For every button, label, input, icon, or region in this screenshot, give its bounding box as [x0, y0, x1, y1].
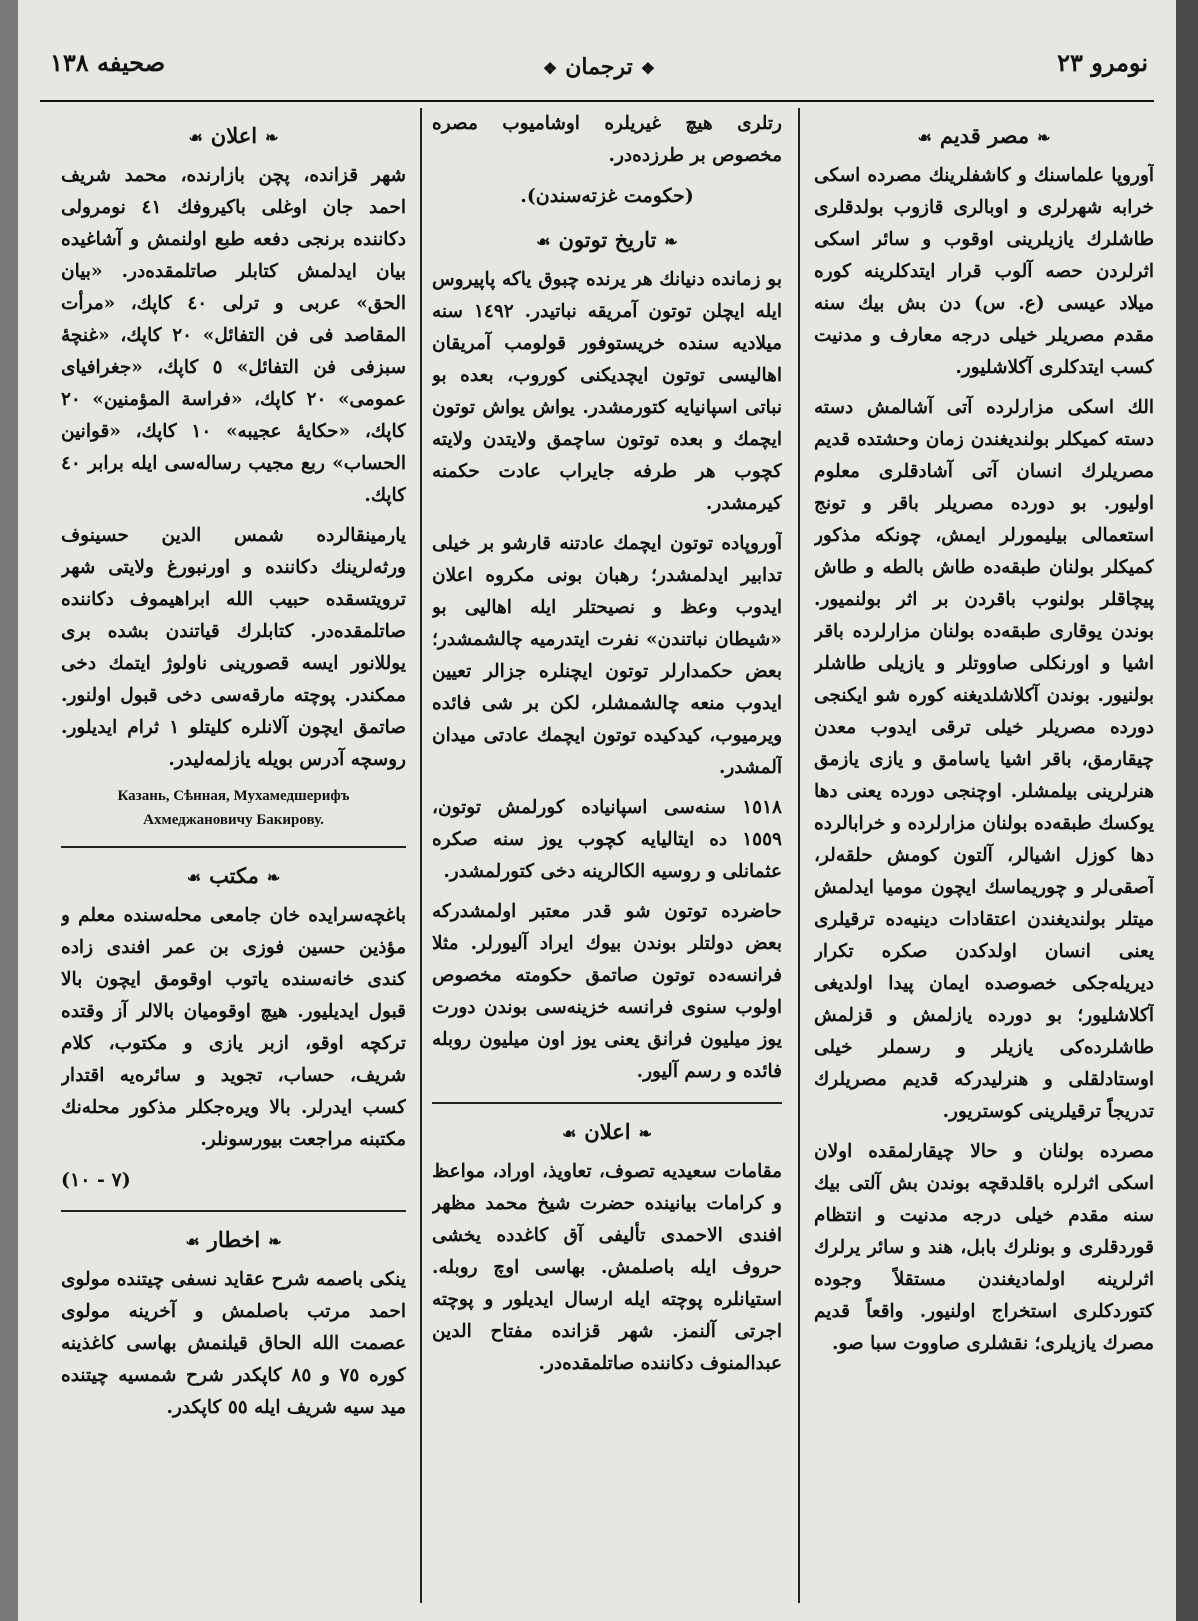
section-title-text: اعلان — [584, 1119, 631, 1144]
ornament-icon: ❧ — [1037, 128, 1051, 147]
newspaper-title — [40, 54, 1158, 80]
ornament-icon: ☙ — [188, 128, 203, 147]
article-paragraph: ينكى باصمه شرح عقايد نسفى چيتنده مولوى احمد مرتب باصلمش و آخرينه مولوى عصمت الله الحاق قيلنمش بهاسى كاغذينه كوره ٧٥ و ٨٥ كاپكدر شرح شمسيه چيتنده ميد سيه شريف ايله ٥٥ كاپكدر. — [61, 1269, 406, 1418]
article-paragraph: مقامات سعيديه تصوف، تعاويذ، اوراد، مواعظ و كرامات بيانينده حضرت شيخ محمد مظهر افندى الاحمدى تأليفى آق كاغدده يخشى حروف ايله باصلمش. بهاسى اوچ روبله. استيانلره پوچته ايله ارسال ايديلور و پوچته اجرتى آلنمز. شهر قزانده مفتاح الدين عبدالمنوف دكاننده صاتلمقده‌در. — [432, 1161, 782, 1374]
ad-number: (٧ - ١٠) — [61, 1169, 131, 1191]
ornament-icon: ❧ — [638, 1124, 653, 1143]
ornament-icon: ☙ — [536, 232, 551, 251]
column-divider — [798, 108, 800, 1603]
ornament-icon: ☙ — [917, 128, 932, 147]
ornament-icon: ❧ — [268, 1232, 282, 1251]
section-title-tobacco-history — [432, 224, 782, 258]
section-title-text: اخطار — [207, 1227, 261, 1252]
ornament-icon: ❧ — [266, 868, 281, 887]
section-rule — [61, 846, 406, 848]
russian-address: Казань, Сѣнная, Мухамедшерифъ Ахмеджановичу Бакирову. — [117, 788, 350, 828]
section-title-text: مكتب — [209, 863, 259, 888]
section-rule — [432, 1102, 782, 1104]
header-rule — [40, 100, 1154, 102]
section-title-announcement — [432, 1116, 782, 1150]
column-divider — [420, 108, 422, 1603]
section-title-announcement — [61, 120, 406, 154]
newspaper-title-text: ترجمان — [565, 54, 633, 80]
scan-edge-right — [1176, 0, 1198, 1621]
article-paragraph: آوروپاده توتون ايچمك عادتنه قارشو بر خيلى تدابير ايدلمشدر؛ رهبان بونى مكروه اعلان ايدوب وعظ و نصيحتلر ايله اهاليى بو «شيطان نباتندن» نفرت ايتدرميه چالشمشدر؛ بعض حكمدارلر توتون ايچنلره جزالر تعيين ايدوب منعه چالشمشلر، لكن بر شى فائده ويرميوب، كيدكيده توتون ايچمك عادتى ميدان آلمشدر. — [432, 533, 782, 778]
article-paragraph: رتلرى هيچ غيريلره اوشاميوب مصره مخصوص بر طرزده‌در. — [432, 113, 782, 166]
ornament-icon: ☙ — [185, 1232, 200, 1251]
ornament-icon: ❧ — [664, 232, 678, 251]
article-paragraph: آوروپا علماسنك و كاشفلرينك مصرده اسكى خرابه شهرلرى و اوبالرى قازوب بولدقلرى طاشلرك يازيلرينى اوقوب و سائر اسكى اثرلردن حصه آلوب قرار ايتدكلرينه كوره ميلاد عيسى (ع. س) دن بش بيك سنه مقدم مصريلر خيلى درجه معارف و مدنيت كسب ايتدكلرى آكلاشليور. — [814, 165, 1154, 378]
section-title-text: مصر قديم — [939, 123, 1030, 148]
ornament-icon: ❖ — [542, 59, 558, 78]
column-middle — [432, 108, 782, 1603]
section-title-notice — [61, 1224, 406, 1258]
ornament-icon: ☙ — [186, 868, 202, 887]
section-title-school — [61, 860, 406, 894]
section-rule — [61, 1210, 406, 1212]
ornament-icon: ❧ — [265, 128, 279, 147]
scan-edge-left — [0, 0, 18, 1621]
page-number: صحيفه ١٣٨ — [50, 48, 166, 77]
article-paragraph: ١٥١٨ سنه‌سى اسپانياده كورلمش توتون، ١٥٥٩ ده ايتاليايه كچوب يوز سنه صكره عثمانلى و روسيه الكالرينه دخى كتورلمشدر. — [432, 797, 782, 882]
ornament-icon: ❖ — [640, 59, 656, 78]
ornament-icon: ☙ — [561, 1124, 577, 1143]
section-title-ancient-egypt — [814, 120, 1154, 154]
column-right — [814, 108, 1154, 1603]
article-paragraph: باغچه‌سرايده خان جامعى محله‌سنده معلم و مؤذين حسين فوزى بن عمر افندى زاده كندى خانه‌سنده ياتوب اوقومق ايچون بالا قبول ايديليور. هيچ اوقوميان بالالر آز وقتده تركچه اوقو، ازبر يازى و مكتوب، كلام شريف، حساب، تجويد و سائره‌يه اقتدار كسب ايدرلر. بالا ويره‌جكلر مذكور محله‌نك مكتبنه مراجعت بيورسونلر. — [61, 905, 406, 1150]
page-header — [40, 40, 1158, 95]
column-left — [61, 108, 406, 1603]
article-paragraph: مصرده بولنان و حالا چيقارلمقده اولان اسكى اثرلره باقلدقچه بوندن بش آلتى بيك سنه مقدم خيلى درجه مدنيت و انتظام قوردقلرى و بونلرك بابل، هند و سائر يرلرك اثرلرينه اولماديغندن مستقلاً وجوده كتوردكلرى استخراج اولنيور. واقعاً قديم مصرك يازيلرى؛ نقشلرى صاووت سبا صو. — [814, 1141, 1154, 1354]
issue-number: نومرو ٢٣ — [1057, 48, 1148, 77]
article-paragraph: بو زمانده دنيانك هر يرنده چبوق ياكه پاپيروس ايله ايچلن توتون آمريقه نباتيدر. ١٤٩٢ سنه ميلاديه سنده خريستوفور قولومب آمريقان اهاليسى توتون ايچديكنى كوروب، بعده بو نباتى اسپانيايه كتورمشدر. يواش يواش توتون ايچمك و بعده توتون ساچمق ولايتدن ولايته كچوب هر طرفه جايراب عادت حكمنه كيرمشدر. — [432, 269, 782, 514]
article-paragraph: شهر قزانده، پچن بازارنده، محمد شريف احمد جان اوغلى باكيروفك ٤١ نومرولى دكاننده برنجى دفعه طبع اولنمش و آشاغيده بيان ايدلمش كتابلر صاتلمقده‌در. «بيان الحق» عربى و ترلى ٤٠ كاپك، «مرأت المقاصد فى فن التفائل» ٢٠ كاپك، «غنچهٔ سبزفى فن التفائل» ٥ كاپك، «جغرافياى عمومى» ٢٠ كاپك، «فراسة المؤمنين» ٢٠ كاپك، «حكايهٔ عجيبه» ١٠ كاپك، «قوانين الحساب» ربع مجيب رساله‌سى ايله برابر ٤٠ كاپك. — [61, 165, 406, 506]
article-source: (حكومت غزته‌سندن). — [520, 185, 694, 207]
section-title-text: تاريخ توتون — [558, 227, 657, 252]
section-title-text: اعلان — [210, 123, 258, 148]
article-paragraph: يارمينقالرده شمس الدين حسينوف ورثه‌لرينك دكاننده و اورنبورغ ولايتى شهر ترويتسقده حبيب الله ابراهيموف دكاننده صاتلمقده‌در. كتابلرك قياتندن بشده برى يوللانور ايسه قصورينى ناولوژ ايتمك دخى ممكندر. پوچته مارقه‌سى دخى قبول اولنور. صاتمق ايچون آلانلره كليتلو ١ ثرام ايديلور. روسچه آدرس بويله يازلمه‌ليدر. — [61, 525, 406, 770]
article-paragraph: حاضرده توتون شو قدر معتبر اولمشدركه بعض دولتلر بوندن بيوك ايراد آليورلر. مثلا فرانسه‌ده توتون صاتمق حكومته مخصوص اولوب سنوى فرانسه خزينه‌سى بوندن دورت يوز ميليون فرانق يعنى يوز اون ميليون روبله فائده و رسم آليور. — [432, 901, 782, 1082]
article-paragraph: الك اسكى مزارلرده آتى آشالمش دسته دسته كميكلر بولنديغندن زمان وحشتده قديم مصريلرك انسان آتى آشادقلرى معلوم اوليور. بو دورده مصريلر باقر و تونج استعمالى بيليمورلر ايمش، چونكه مذكور كميكلر بولنان طبقه‌ده طاش بالطه و طاش پيچاقلر بولنوب باقردن بر اثر بولنميور. بوندن يوقارى طبقه‌ده بولنان مزارلرده باقر اشيا و اورنكلى صاووتلر و يازيلى طاشلر بولنيور. بوندن آكلاشلديغنه كوره شو ايكنجى دورده مصريلر خيلى ترقى ايدوب معدن چيقارمق، باقر اشيا ياسامق و يازى يازمق هنرلرينى بيلمشلر. اوچنجى دورده يعنى دها يوكسك طبقه‌ده بولنان مزارلرده و خرابالرده دها كوزل اشيالر، آلتون كومش حلقه‌لر، آصقى‌لر و چوريماسك ايچون موميا ايدلمش ميتلر بولنديغندن اعتقادات دينيه‌ده ترقيلرى يعنى انسان اولدكدن صكره تكرار ديريله‌جكى خصوصده ايمان پيدا اولديغى آكلاشليور؛ بو دورده يازلمش و قزلمش طاشلرده‌كى يازيلر و رسملر خيلى اوستادلقلى و هنرليدركه قديم مصريلرك تدريجاً ترقيلرينى كوستريور. — [814, 397, 1154, 1122]
